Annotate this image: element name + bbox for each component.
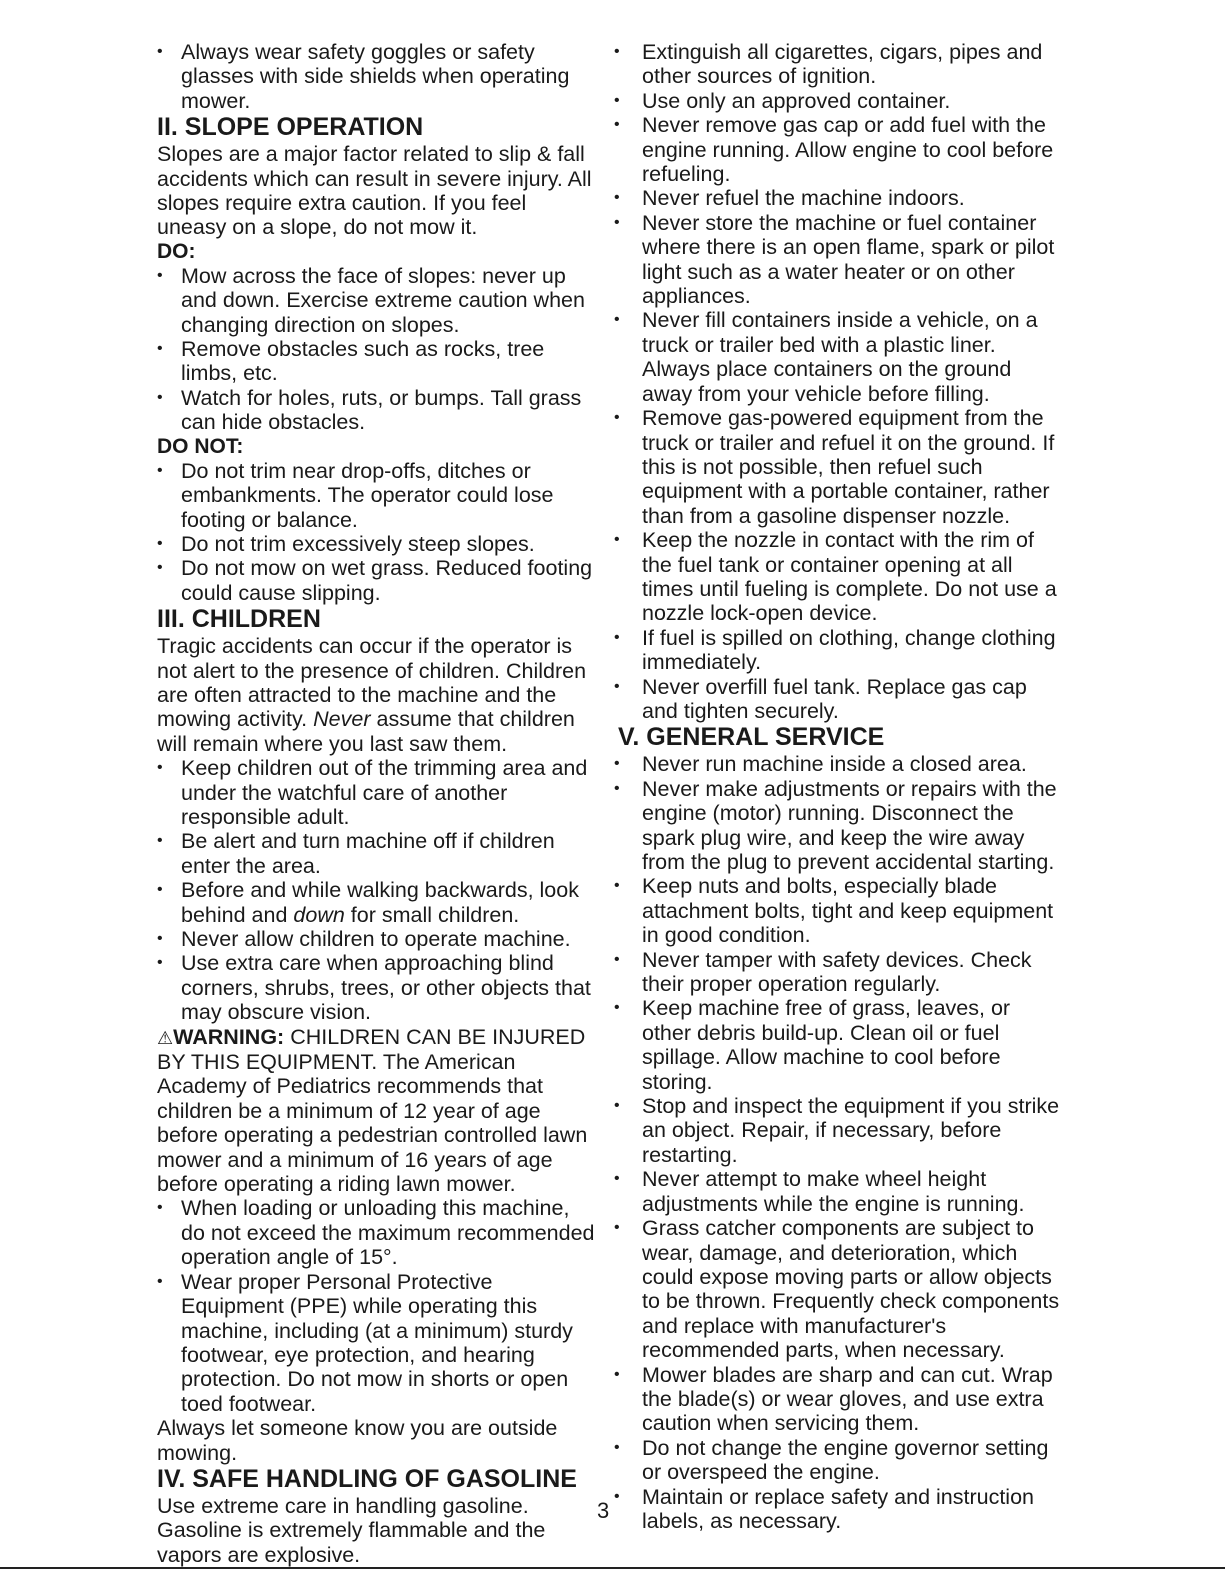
list-item: • Remove obstacles such as rocks, tree limbs, etc.: [157, 337, 597, 386]
list-item: • Do not trim excessively steep slopes.: [157, 532, 597, 556]
warning-paragraph: [157, 1025, 597, 1197]
list-item: • Never store the machine or fuel container where there is an open flame, spark or pilot light such as a water heater or on other appliances.: [618, 211, 1060, 309]
section-heading-gasoline: IV. SAFE HANDLING OF GASOLINE: [157, 1464, 577, 1493]
list-item: • Never run machine inside a closed area.: [618, 752, 1060, 776]
emphasis-down: down: [293, 902, 345, 927]
section-heading-children: III. CHILDREN: [157, 605, 321, 634]
list-item: • Keep children out of the trimming area and under the watchful care of another responsible adult.: [157, 756, 597, 829]
list-item: • Never fill containers inside a vehicle, on a truck or trailer bed with a plastic liner. Always place containers on the ground away from your vehicle before filling.: [618, 308, 1060, 406]
list-item: • Stop and inspect the equipment if you strike an object. Repair, if necessary, before restarting.: [618, 1094, 1060, 1167]
do-not-heading: DO NOT:: [157, 434, 244, 458]
list-item: • Mow across the face of slopes: never up and down. Exercise extreme caution when changing direction on slopes.: [157, 264, 597, 337]
list-item: • Never allow children to operate machine.: [157, 927, 597, 951]
list-item: • Use extra care when approaching blind corners, shrubs, trees, or other objects that may obscure vision.: [157, 951, 597, 1024]
paragraph: Use extreme care in handling gasoline. Gasoline is extremely flammable and the vapors are explosive.: [157, 1493, 546, 1567]
list-item: • Keep machine free of grass, leaves, or other debris build-up. Clean oil or fuel spillage. Allow machine to cool before storing.: [618, 996, 1060, 1094]
list-item: • Do not trim near drop-offs, ditches or embankments. The operator could lose footing or balance.: [157, 459, 597, 532]
list-item: [157, 878, 597, 927]
warning-triangle-icon: ⚠: [157, 1027, 174, 1048]
list-item: • Always wear safety goggles or safety glasses with side shields when operating mower.: [157, 40, 597, 113]
list-item: • Watch for holes, ruts, or bumps. Tall grass can hide obstacles.: [157, 386, 597, 435]
list-item: • Keep the nozzle in contact with the rim of the fuel tank or container opening at all times until fueling is complete. Do not use a nozzle lock-open device.: [618, 528, 1060, 626]
text-run: assume that children will remain where you last saw them.: [157, 707, 575, 756]
left-column: [157, 40, 597, 1567]
list-item: • Maintain or replace safety and instruction labels, as necessary.: [618, 1485, 1060, 1534]
list-item: • Remove gas-powered equipment from the truck or trailer and refuel it on the ground. If this is not possible, then refuel such equipment with a portable container, rather than from a gasoline dispenser nozzle.: [618, 406, 1060, 528]
list-item: • When loading or unloading this machine, do not exceed the maximum recommended operation angle of 15°.: [157, 1196, 597, 1269]
paragraph: [157, 634, 597, 756]
list-item: • Never tamper with safety devices. Check their proper operation regularly.: [618, 948, 1060, 997]
warning-label: WARNING:: [173, 1024, 285, 1049]
list-item: • Mower blades are sharp and can cut. Wrap the blade(s) or wear gloves, and use extra caution when servicing them.: [618, 1363, 1060, 1436]
list-item: • If fuel is spilled on clothing, change clothing immediately.: [618, 626, 1060, 675]
do-heading: DO:: [157, 239, 196, 263]
list-item: • Use only an approved container.: [618, 89, 1060, 113]
list-item: • Wear proper Personal Protective Equipment (PPE) while operating this machine, including (at a minimum) sturdy footwear, eye protection, and hearing protection. Do not mow in shorts or open toed footwear.: [157, 1270, 597, 1416]
emphasis-never: Never: [313, 707, 371, 732]
list-item: • Never attempt to make wheel height adjustments while the engine is running.: [618, 1167, 1060, 1216]
paragraph: Slopes are a major factor related to slip & fall accidents which can result in severe injury. All slopes require extra caution. If you feel uneasy on a slope, do not mow it.: [157, 142, 592, 240]
text-run: for small children.: [350, 902, 520, 927]
list-item: • Never remove gas cap or add fuel with the engine running. Allow engine to cool before refueling.: [618, 113, 1060, 186]
list-item: • Extinguish all cigarettes, cigars, pipes and other sources of ignition.: [618, 40, 1060, 89]
right-column: [618, 40, 1060, 1533]
list-item: • Never overfill fuel tank. Replace gas cap and tighten securely.: [618, 675, 1060, 724]
text-run: Tragic accidents can occur if the operator is not alert to the presence of children. Children are often attracted to the machine and the mowing activity.: [157, 634, 587, 732]
list-item: • Do not mow on wet grass. Reduced footing could cause slipping.: [157, 556, 597, 605]
section-heading-service: V. GENERAL SERVICE: [618, 723, 885, 752]
list-item: • Keep nuts and bolts, especially blade attachment bolts, tight and keep equipment in good condition.: [618, 874, 1060, 947]
bottom-rule: [0, 1567, 1225, 1569]
warning-text: CHILDREN CAN BE INJURED BY THIS EQUIPMENT. The American Academy of Pediatrics recommends that children be a minimum of 12 year of age before operating a pedestrian controlled lawn mower and a minimum of 16 years of age before operating a riding lawn mower.: [157, 1024, 588, 1197]
list-item: • Do not change the engine governor setting or overspeed the engine.: [618, 1436, 1060, 1485]
paragraph: Always let someone know you are outside mowing.: [157, 1416, 558, 1465]
text-run: Before and while walking backwards, look behind and: [181, 878, 579, 927]
list-item: • Never refuel the machine indoors.: [618, 186, 1060, 210]
list-item: • Never make adjustments or repairs with the engine (motor) running. Disconnect the spark plug wire, and keep the wire away from the plug to prevent accidental starting.: [618, 777, 1060, 875]
section-heading-slope: II. SLOPE OPERATION: [157, 113, 424, 142]
list-item: • Grass catcher components are subject to wear, damage, and deterioration, which could expose moving parts or allow objects to be thrown. Frequently check components and replace with manufacturer's recommended parts, when necessary.: [618, 1216, 1060, 1362]
page-number: 3: [597, 1498, 610, 1523]
list-item: • Be alert and turn machine off if children enter the area.: [157, 829, 597, 878]
